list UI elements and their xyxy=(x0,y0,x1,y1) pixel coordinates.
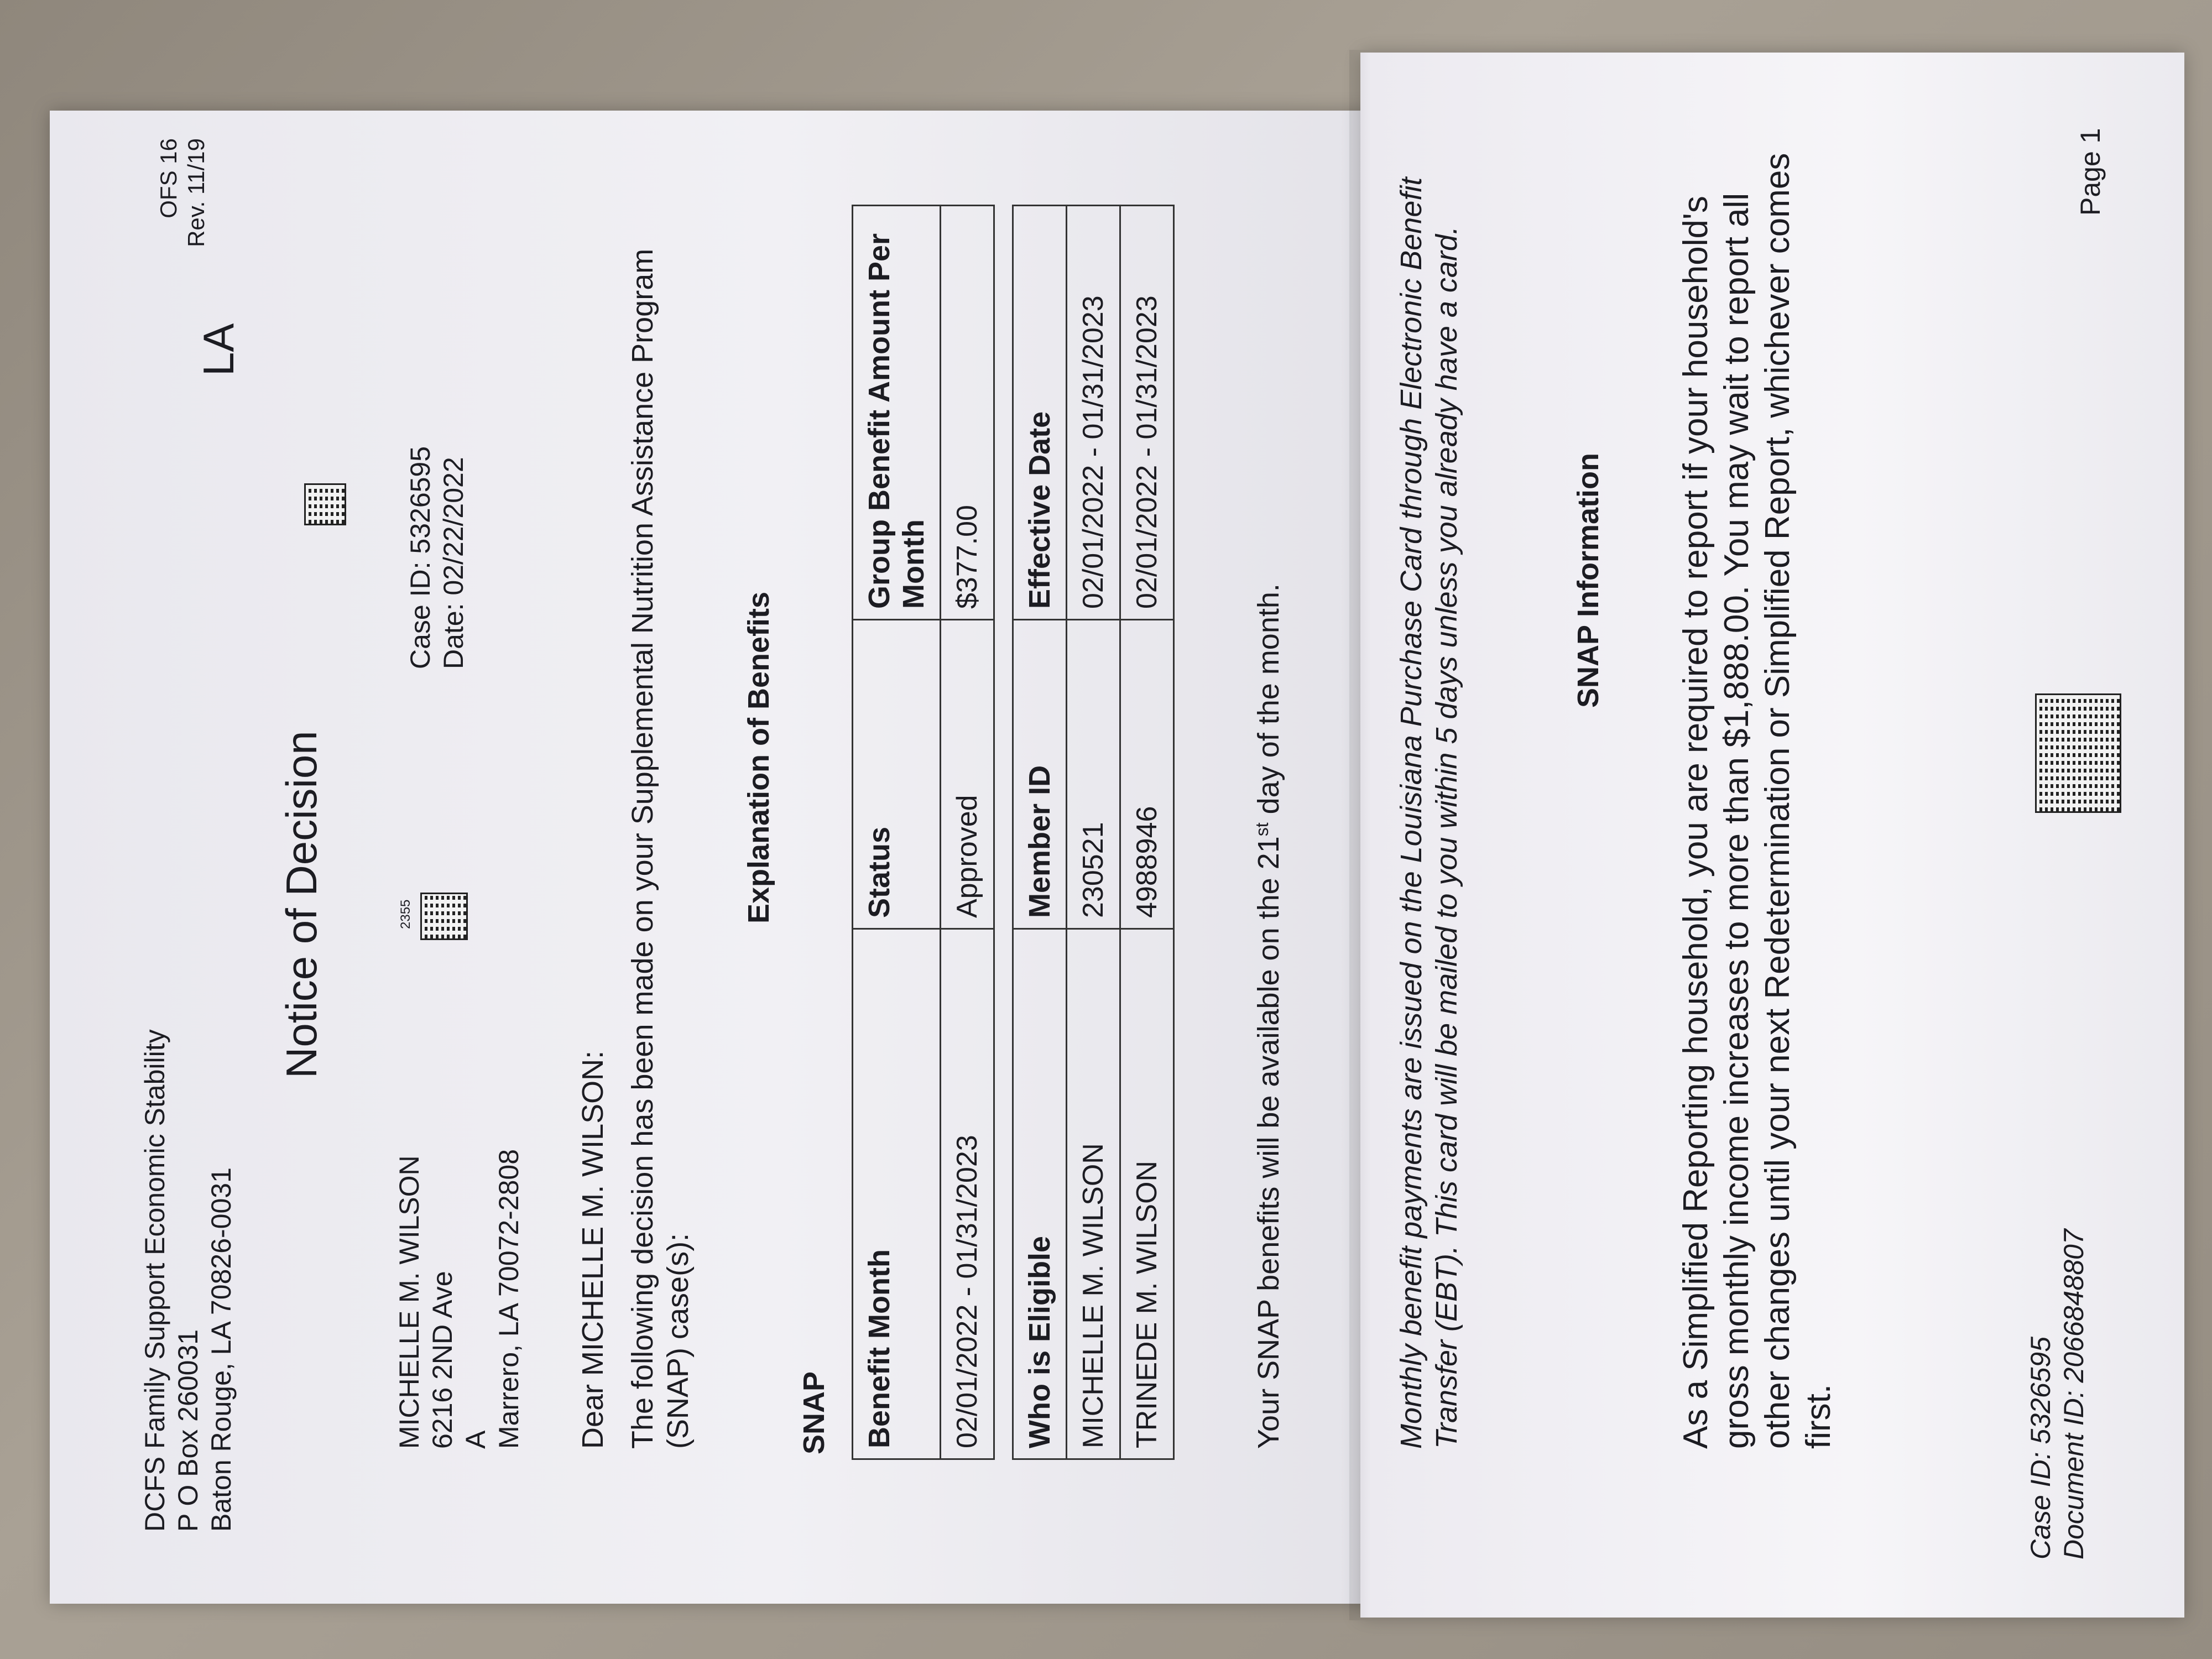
benefit-header-month: Benefit Month xyxy=(853,929,941,1459)
sender-line-1: DCFS Family Support Economic Stability xyxy=(139,1029,170,1532)
recipient-unit: A xyxy=(460,1430,491,1449)
sender-line-3: Baton Rouge, LA 70826-0031 xyxy=(206,1167,237,1532)
eligibility-header-member-id: Member ID xyxy=(1013,620,1067,929)
snap-info-text: As a Simplified Reporting household, you are required to report if your household's gross monthly income increases to more than $1,888.00. You may wait to report all other changes until your next Redetermination or Simplified Report, whichever comes first. xyxy=(1677,153,1838,1449)
salutation: Dear MICHELLE M. WILSON: xyxy=(576,1050,609,1449)
explanation-heading: Explanation of Benefits xyxy=(742,591,775,924)
footer-ids xyxy=(2024,1229,2090,1559)
availability-after: day of the month. xyxy=(1252,583,1285,823)
letter-date: Date: 02/22/2022 xyxy=(438,457,469,669)
recipient-city: Marrero, LA 70072-2808 xyxy=(493,1149,524,1449)
page-number: Page 1 xyxy=(2075,128,2106,216)
form-revision: Rev. 11/19 xyxy=(183,138,209,247)
document-page xyxy=(11,105,2124,1631)
eligible-effective-date: 02/01/2022 - 01/31/2023 xyxy=(1067,206,1120,620)
eligible-member-id: 4988946 xyxy=(1120,620,1174,929)
recipient-street: 6216 2ND Ave xyxy=(427,1271,458,1449)
eligibility-header-effective-date: Effective Date xyxy=(1013,206,1067,620)
benefit-table xyxy=(852,205,995,1460)
case-id: Case ID: 5326595 xyxy=(405,446,436,669)
page-title: Notice of Decision xyxy=(277,731,326,1078)
benefit-status: Approved xyxy=(941,620,994,929)
table-row xyxy=(1067,206,1120,1459)
benefit-amount: $377.00 xyxy=(941,206,994,620)
benefit-month: 02/01/2022 - 01/31/2023 xyxy=(941,929,994,1459)
eligibility-header-who: Who is Eligible xyxy=(1013,929,1067,1459)
ebt-note: Monthly benefit payments are issued on the Louisiana Purchase Card through Electronic Benefit Transfer (EBT). This card will be mailed to you within 5 days unless you already have a card. xyxy=(1395,177,1463,1449)
snap-info-heading: SNAP Information xyxy=(1572,452,1605,708)
intro-text: The following decision has been made on your Supplemental Nutrition Assistance Program (SNAP) case(s): xyxy=(626,248,695,1449)
eligible-name: MICHELLE M. WILSON xyxy=(1067,929,1120,1459)
recipient-address xyxy=(393,1149,525,1449)
case-info xyxy=(404,446,470,669)
sender-address xyxy=(138,1029,238,1532)
recipient-barcode xyxy=(420,893,468,940)
footer-barcode xyxy=(2035,693,2121,813)
footer-case-id: Case ID: 5326595 xyxy=(2025,1336,2056,1559)
benefit-header-amount: Group Benefit Amount Per Month xyxy=(853,206,941,620)
footer-document-id: Document ID: 2066848807 xyxy=(2058,1229,2089,1559)
form-code-block xyxy=(155,138,210,282)
program-label: SNAP xyxy=(797,1371,831,1454)
state-code: LA xyxy=(194,323,243,376)
eligible-name: TRINEDE M. WILSON xyxy=(1120,929,1174,1459)
table-row xyxy=(941,206,994,1459)
sender-line-2: P O Box 260031 xyxy=(173,1329,204,1532)
recipient-name: MICHELLE M. WILSON xyxy=(394,1155,425,1449)
availability-sup: st xyxy=(1252,822,1272,837)
availability-before: Your SNAP benefits will be available on the 21 xyxy=(1252,836,1285,1449)
benefit-header-status: Status xyxy=(853,620,941,929)
eligible-effective-date: 02/01/2022 - 01/31/2023 xyxy=(1120,206,1174,620)
table-row xyxy=(1120,206,1174,1459)
form-code: OFS 16 xyxy=(155,138,181,218)
corner-barcode xyxy=(304,483,346,525)
eligible-member-id: 230521 xyxy=(1067,620,1120,929)
recipient-barcode-number: 2355 xyxy=(398,899,413,929)
eligibility-table xyxy=(1012,205,1175,1460)
availability-text xyxy=(1244,583,1286,1449)
